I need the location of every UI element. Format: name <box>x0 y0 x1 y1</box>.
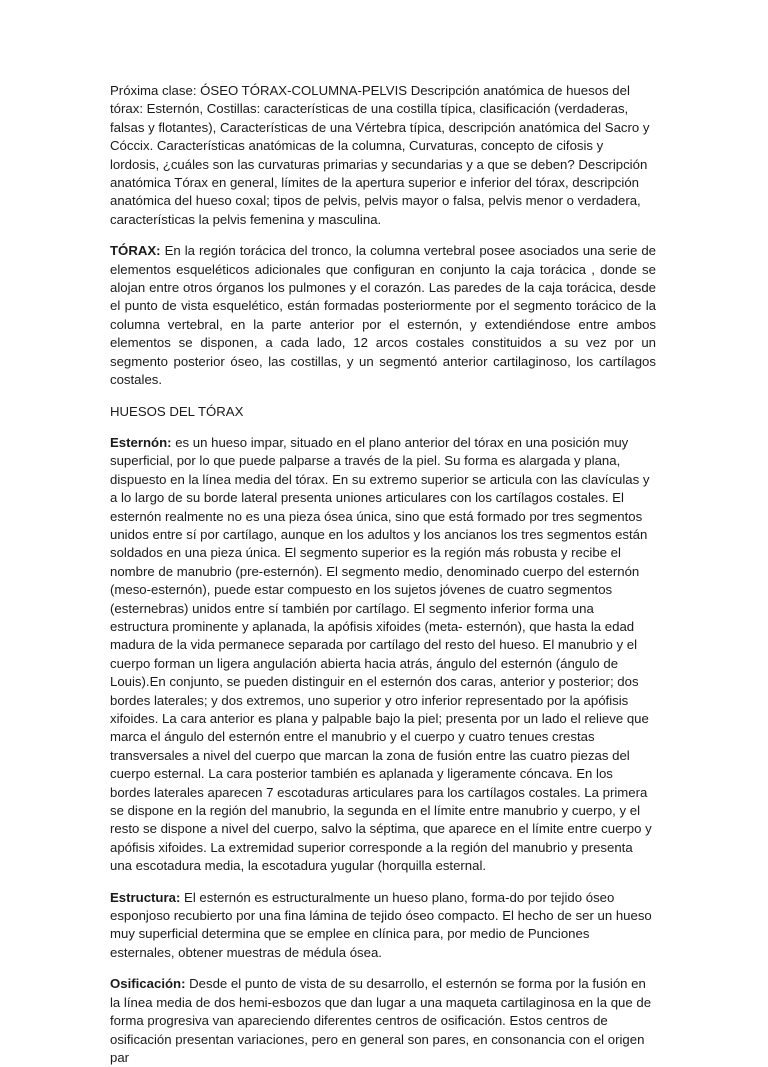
osificacion-paragraph <box>110 975 656 1067</box>
esternon-text: es un hueso impar, situado en el plano anterior del tórax en una posición muy superficial, por lo que puede palparse a través de la piel. Su forma es alargada y plana, dispuesto en la línea media del tórax. En su extremo superior se articula con las clavículas y a lo largo de su borde lateral presenta uniones articulares con los cartílagos costales. El esternón realmente no es una pieza ósea única, sino que está formado por tres segmentos unidos entre sí por cartílago, aunque en los adultos y los ancianos los tres segmentos están soldados en una pieza única. El segmento superior es la región más robusta y recibe el nombre de manubrio (pre-esternón). El segmento medio, denominado cuerpo del esternón (meso-esternón), puede estar compuesto en los sujetos jóvenes de cuatro segmentos (esternebras) unidos entre sí también por cartílago. El segmento inferior forma una estructura prominente y aplanada, la apófisis xifoides (meta- esternón), que hasta la edad madura de la vida permanece separada por cartílago del resto del hueso. El manubrio y el cuerpo forman un ligera angulación abierta hacia atrás, ángulo del esternón (ángulo de Louis).En conjunto, se pueden distinguir en el esternón dos caras, anterior y posterior; dos bordes laterales; y dos extremos, uno superior y otro inferior representado por la apófisis xifoides. La cara anterior es plana y palpable bajo la piel; presenta por un lado el relieve que marca el ángulo del esternón entre el manubrio y el cuerpo y cuatro tenues crestas transversales a nivel del cuerpo que marcan la zona de fusión entre las cuatro piezas del cuerpo esternal. La cara posterior también es aplanada y ligeramente cóncava. En los bordes laterales aparecen 7 escotaduras articulares para los cartílagos costales. La primera se dispone en la región del manubrio, la segunda en el límite entre manubrio y cuerpo, y el resto se dispone a nivel del cuerpo, salvo la séptima, que aparece en el límite entre cuerpo y apófisis xifoides. La extremidad superior corresponde a la región del manubrio y presenta una escotadura media, la escotadura yugular (horquilla esternal. <box>110 434 652 874</box>
estructura-text: El esternón es estructuralmente un hueso plano, forma-do por tejido óseo esponjoso recubierto por una fina lámina de tejido óseo compacto. El hecho de ser un hueso muy superficial determina que se emplee en clínica para, por medio de Punciones esternales, obtener muestras de médula ósea. <box>110 889 652 960</box>
torax-text: En la región torácica del tronco, la columna vertebral posee asociados una serie de elementos esqueléticos adicionales que configuran en conjunto la caja torácica , donde se alojan entre otros órganos los pulmones y el corazón. Las paredes de la caja torácica, desde el punto de vista esquelético, están formadas posteriormente por el segmento torácico de la columna vertebral, en la parte anterior por el esternón, y extendiéndose entre ambos elementos se disponen, a cada lado, 12 arcos costales constituidos a su vez por un segmento posterior óseo, las costillas, y un segmentó anterior cartilaginoso, los cartílagos costales. <box>110 243 656 388</box>
section-heading: HUESOS DEL TÓRAX <box>110 403 244 419</box>
intro-paragraph: Próxima clase: ÓSEO TÓRAX-COLUMNA-PELVIS Descripción anatómica de huesos del tórax: Esternón, Costillas: características de una costilla típica, clasificación (verdaderas, falsas y flotantes), Características de una Vértebra típica, descripción anatómica del Sacro y Cóccix. Características anatómicas de la columna, Curvaturas, concepto de cifosis y lordosis, ¿cuáles son las curvaturas primarias y secundarias y a que se deben? Descripción anatómica Tórax en general, límites de la apertura superior e inferior del tórax, descripción anatómica del hueso coxal; tipos de pelvis, pelvis mayor o falsa, pelvis menor o verdadera, características la pelvis femenina y masculina. <box>110 83 650 227</box>
esternon-term: Esternón: <box>110 434 172 450</box>
estructura-term: Estructura: <box>110 889 181 905</box>
torax-paragraph <box>110 242 656 389</box>
torax-term: TÓRAX: <box>110 243 161 259</box>
estructura-paragraph <box>110 889 656 963</box>
osificacion-text: Desde el punto de vista de su desarrollo, el esternón se forma por la fusión en la línea media de dos hemi-esbozos que dan lugar a una maqueta cartilaginosa en la que de forma progresiva van apareciendo diferentes centros de osificación. Estos centros de osificación presentan variaciones, pero en general son pares, en consonancia con el origen par <box>110 976 652 1065</box>
esternon-paragraph <box>110 434 656 876</box>
osificacion-term: Osificación: <box>110 976 186 992</box>
